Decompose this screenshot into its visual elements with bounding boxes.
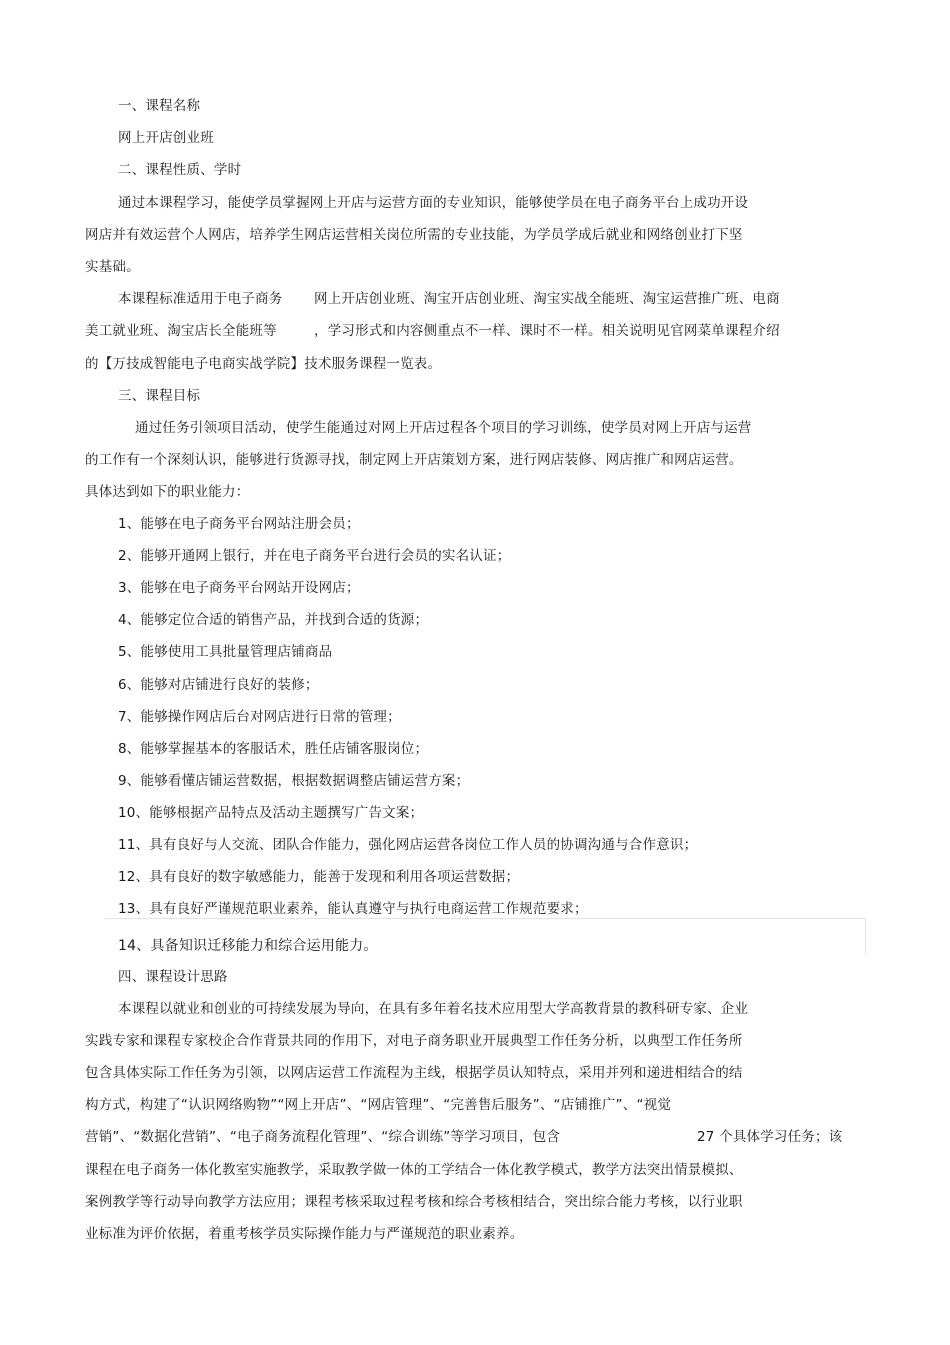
paragraph-line: 的工作有一个深刻认识，能够进行货源寻找，制定网上开店策划方案，进行网店装修、网店推广和网店运营。	[85, 452, 743, 468]
paragraph-line: 实践专家和课程专家校企合作背景共同的作用下，对电子商务职业开展典型工作任务分析，以典型工作任务所	[85, 1033, 743, 1049]
paragraph-line: 本课程标准适用于电子商务	[118, 291, 283, 307]
section-heading-course-goals: 三、课程目标	[118, 388, 201, 404]
list-item: 14、具备知识迁移能力和综合运用能力。	[118, 938, 378, 954]
list-item: 4、能够定位合适的销售产品，并找到合适的货源；	[118, 612, 429, 628]
paragraph-line: 构方式，构建了“认识网络购物”“网上开店”、“网店管理”、“完善售后服务”、“店铺推广”、“视觉	[85, 1097, 672, 1113]
list-item: 2、能够开通网上银行，并在电子商务平台进行会员的实名认证；	[118, 548, 511, 564]
paragraph-line: 案例教学等行动导向教学方法应用；课程考核采取过程考核和综合考核相结合，突出综合能力考核，以行业职	[85, 1194, 743, 1210]
list-item: 5、能够使用工具批量管理店铺商品	[118, 644, 333, 660]
list-item: 12、具有良好的数字敏感能力，能善于发现和利用各项运营数据；	[118, 869, 520, 885]
list-item: 3、能够在电子商务平台网站开设网店；	[118, 580, 360, 596]
paragraph-line: 网店并有效运营个人网店，培养学生网店运营相关岗位所需的专业技能，为学员学成后就业和网络创业打下坚	[85, 227, 743, 243]
section-heading-course-design: 四、课程设计思路	[118, 969, 228, 985]
paragraph-line: 营销”、“数据化营销”、“电子商务流程化管理”、“综合训练”等学习项目，包含	[85, 1129, 561, 1145]
paragraph-line: ，学习形式和内容侧重点不一样、课时不一样。相关说明见官网菜单课程介绍	[314, 323, 780, 339]
list-item: 8、能够掌握基本的客服话术，胜任店铺客服岗位；	[118, 741, 429, 757]
paragraph-line: 27 个具体学习任务；该	[697, 1129, 843, 1145]
list-item: 6、能够对店铺进行良好的装修；	[118, 677, 319, 693]
course-name: 网上开店创业班	[118, 130, 214, 146]
paragraph-line: 的【万技成智能电子电商实战学院】技术服务课程一览表。	[85, 356, 442, 372]
list-item: 11、具有良好与人交流、团队合作能力，强化网店运营各岗位工作人员的协调沟通与合作意识；	[118, 837, 698, 853]
paragraph-line: 包含具体实际工作任务为引领，以网店运营工作流程为主线，根据学员认知特点，采用并列和递进相结合的结	[85, 1065, 743, 1081]
paragraph-line: 实基础。	[85, 259, 140, 275]
list-item: 9、能够看懂店铺运营数据，根据数据调整店铺运营方案；	[118, 773, 470, 789]
paragraph-line: 网上开店创业班、淘宝开店创业班、淘宝实战全能班、淘宝运营推广班、电商	[314, 291, 780, 307]
list-item: 13、具有良好严谨规范职业素养，能认真遵守与执行电商运营工作规范要求；	[118, 901, 588, 917]
section-heading-course-name: 一、课程名称	[118, 98, 201, 114]
list-item: 7、能够操作网店后台对网店进行日常的管理；	[118, 709, 401, 725]
paragraph-line: 通过任务引领项目活动，使学生能通过对网上开店过程各个项目的学习训练，使学员对网上开店与运营	[135, 420, 752, 436]
paragraph-line: 本课程以就业和创业的可持续发展为导向，在具有多年着名技术应用型大学高教背景的教科研专家、企业	[118, 1001, 749, 1017]
list-item: 1、能够在电子商务平台网站注册会员；	[118, 516, 360, 532]
list-item: 10、能够根据产品特点及活动主题撰写广告文案；	[118, 805, 424, 821]
section-heading-course-nature: 二、课程性质、学时	[118, 162, 242, 178]
paragraph-line: 课程在电子商务一体化教室实施教学，采取教学做一体的工学结合一体化教学模式，教学方法突出情景模拟、	[85, 1162, 743, 1178]
paragraph-line: 业标准为评价依据，着重考核学员实际操作能力与严谨规范的职业素养。	[85, 1226, 524, 1242]
paragraph-line: 具体达到如下的职业能力：	[85, 484, 250, 500]
paragraph-line: 通过本课程学习，能使学员掌握网上开店与运营方面的专业知识，能够使学员在电子商务平台上成功开设	[118, 195, 749, 211]
paragraph-line: 美工就业班、淘宝店长全能班等	[85, 323, 277, 339]
